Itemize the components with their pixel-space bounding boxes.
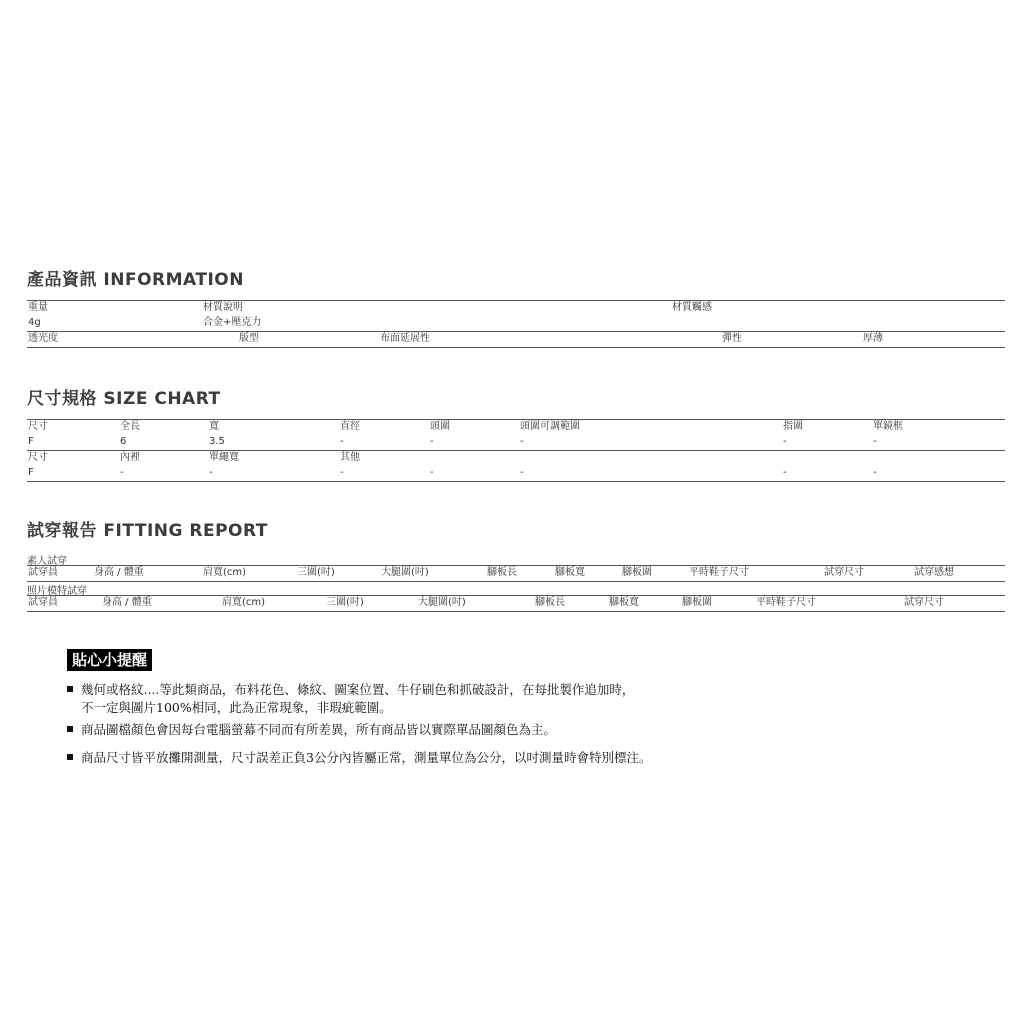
cord-width-header: 單繩寬 bbox=[209, 452, 239, 463]
weight-value: 4g bbox=[28, 317, 41, 328]
shoulder-header: 肩寬(cm) bbox=[203, 567, 247, 578]
width-value: 3.5 bbox=[209, 436, 225, 447]
size-header-2: 尺寸 bbox=[28, 452, 48, 463]
foot-girth-header: 腳板圍 bbox=[682, 597, 712, 608]
length-value: 6 bbox=[120, 436, 127, 447]
tips-title: 貼心小提醒 bbox=[67, 649, 152, 671]
stretch-label: 布面延展性 bbox=[380, 333, 430, 344]
model-fitting-header-row bbox=[27, 596, 1005, 611]
shoe-size-header: 平時鞋子尺寸 bbox=[756, 597, 816, 608]
foot-length-header: 腳板長 bbox=[487, 567, 517, 578]
empty-value: - bbox=[783, 467, 787, 478]
head-adjustable-header: 頭圍可調範圍 bbox=[520, 421, 580, 432]
tip-item bbox=[67, 681, 634, 717]
square-bullet-icon bbox=[67, 754, 73, 760]
amateur-fitting-header-row bbox=[27, 566, 1005, 581]
product-info-label-row bbox=[27, 301, 1005, 316]
tester-header: 試穿員 bbox=[28, 597, 58, 608]
material-value: 合金+壓克力 bbox=[203, 317, 262, 328]
size-chart-table bbox=[27, 419, 1005, 482]
height-weight-header: 身高 / 體重 bbox=[94, 567, 144, 578]
model-fitting-table bbox=[27, 595, 1005, 612]
tip-text: 幾何或格紋....等此類商品，布料花色、條紋、圖案位置、牛仔刷色和抓破設計，在每批製作追加時， bbox=[81, 682, 635, 697]
foot-girth-header: 腳板圍 bbox=[622, 567, 652, 578]
foot-length-header: 腳板長 bbox=[535, 597, 565, 608]
amateur-fitting-table bbox=[27, 565, 1005, 582]
tester-header: 試穿員 bbox=[28, 567, 58, 578]
foot-width-header: 腳板寬 bbox=[609, 597, 639, 608]
lining-value: - bbox=[120, 467, 124, 478]
product-info-title: 產品資訊 INFORMATION bbox=[27, 270, 244, 290]
square-bullet-icon bbox=[67, 726, 73, 732]
model-fitting-label: 照片模特試穿 bbox=[27, 586, 87, 597]
single-frame-header: 單鏡框 bbox=[873, 421, 903, 432]
size-value: F bbox=[28, 436, 34, 447]
product-info-table bbox=[27, 300, 1005, 348]
head-adjustable-value: - bbox=[520, 436, 524, 447]
thickness-label: 厚薄 bbox=[863, 333, 883, 344]
elasticity-label: 彈性 bbox=[722, 333, 742, 344]
measurements-header: 三圍(吋) bbox=[297, 567, 335, 578]
head-circumference-header: 頭圍 bbox=[430, 421, 450, 432]
fit-label: 版型 bbox=[239, 333, 259, 344]
product-info-value-row bbox=[27, 316, 1005, 331]
other-value: - bbox=[340, 467, 344, 478]
fitting-feedback-header: 試穿感想 bbox=[914, 567, 954, 578]
size-header: 尺寸 bbox=[28, 421, 48, 432]
fitting-size-header: 試穿尺寸 bbox=[824, 567, 864, 578]
transparency-label: 透光度 bbox=[28, 333, 58, 344]
size-header-row-2 bbox=[27, 450, 1005, 466]
product-info-attribute-row bbox=[27, 331, 1005, 347]
square-bullet-icon bbox=[67, 686, 73, 692]
foot-width-header: 腳板寬 bbox=[555, 567, 585, 578]
lining-header: 內裡 bbox=[120, 452, 140, 463]
tip-item bbox=[67, 749, 651, 767]
empty-value: - bbox=[873, 467, 877, 478]
empty-value: - bbox=[520, 467, 524, 478]
tip-text: 商品尺寸皆平放攤開測量，尺寸誤差正負3公分內皆屬正常，測量單位為公分，以吋測量時會特別標注。 bbox=[81, 750, 652, 765]
shoulder-header: 肩寬(cm) bbox=[222, 597, 266, 608]
thigh-header: 大腿圍(吋) bbox=[381, 567, 429, 578]
size-value-2: F bbox=[28, 467, 34, 478]
height-weight-header: 身高 / 體重 bbox=[102, 597, 152, 608]
thigh-header: 大腿圍(吋) bbox=[418, 597, 466, 608]
fitting-size-header: 試穿尺寸 bbox=[904, 597, 944, 608]
size-chart-title: 尺寸規格 SIZE CHART bbox=[27, 389, 221, 409]
single-frame-value: - bbox=[873, 436, 877, 447]
width-header: 寬 bbox=[209, 421, 219, 432]
tip-item bbox=[67, 721, 556, 739]
length-header: 全長 bbox=[120, 421, 140, 432]
tip-text: 商品圖檔顏色會因每台電腦螢幕不同而有所差異，所有商品皆以實際單品圖顏色為主。 bbox=[81, 722, 557, 737]
size-value-row bbox=[27, 435, 1005, 450]
fitting-report-title: 試穿報告 FITTING REPORT bbox=[27, 521, 268, 541]
size-value-row-2 bbox=[27, 466, 1005, 481]
finger-circumference-value: - bbox=[783, 436, 787, 447]
empty-value: - bbox=[430, 467, 434, 478]
amateur-fitting-label: 素人試穿 bbox=[27, 556, 67, 567]
tip-text-continued: 不一定與圖片100%相同，此為正常現象，非瑕疵範圍。 bbox=[81, 700, 392, 715]
material-label: 材質說明 bbox=[203, 302, 243, 313]
diameter-value: - bbox=[340, 436, 344, 447]
size-header-row bbox=[27, 420, 1005, 435]
shoe-size-header: 平時鞋子尺寸 bbox=[689, 567, 749, 578]
measurements-header: 三圍(吋) bbox=[326, 597, 364, 608]
texture-label: 材質觸感 bbox=[672, 302, 712, 313]
head-circumference-value: - bbox=[430, 436, 434, 447]
cord-width-value: - bbox=[209, 467, 213, 478]
diameter-header: 直徑 bbox=[340, 421, 360, 432]
other-header: 其他 bbox=[340, 452, 360, 463]
finger-circumference-header: 指圍 bbox=[783, 421, 803, 432]
weight-label: 重量 bbox=[28, 302, 48, 313]
